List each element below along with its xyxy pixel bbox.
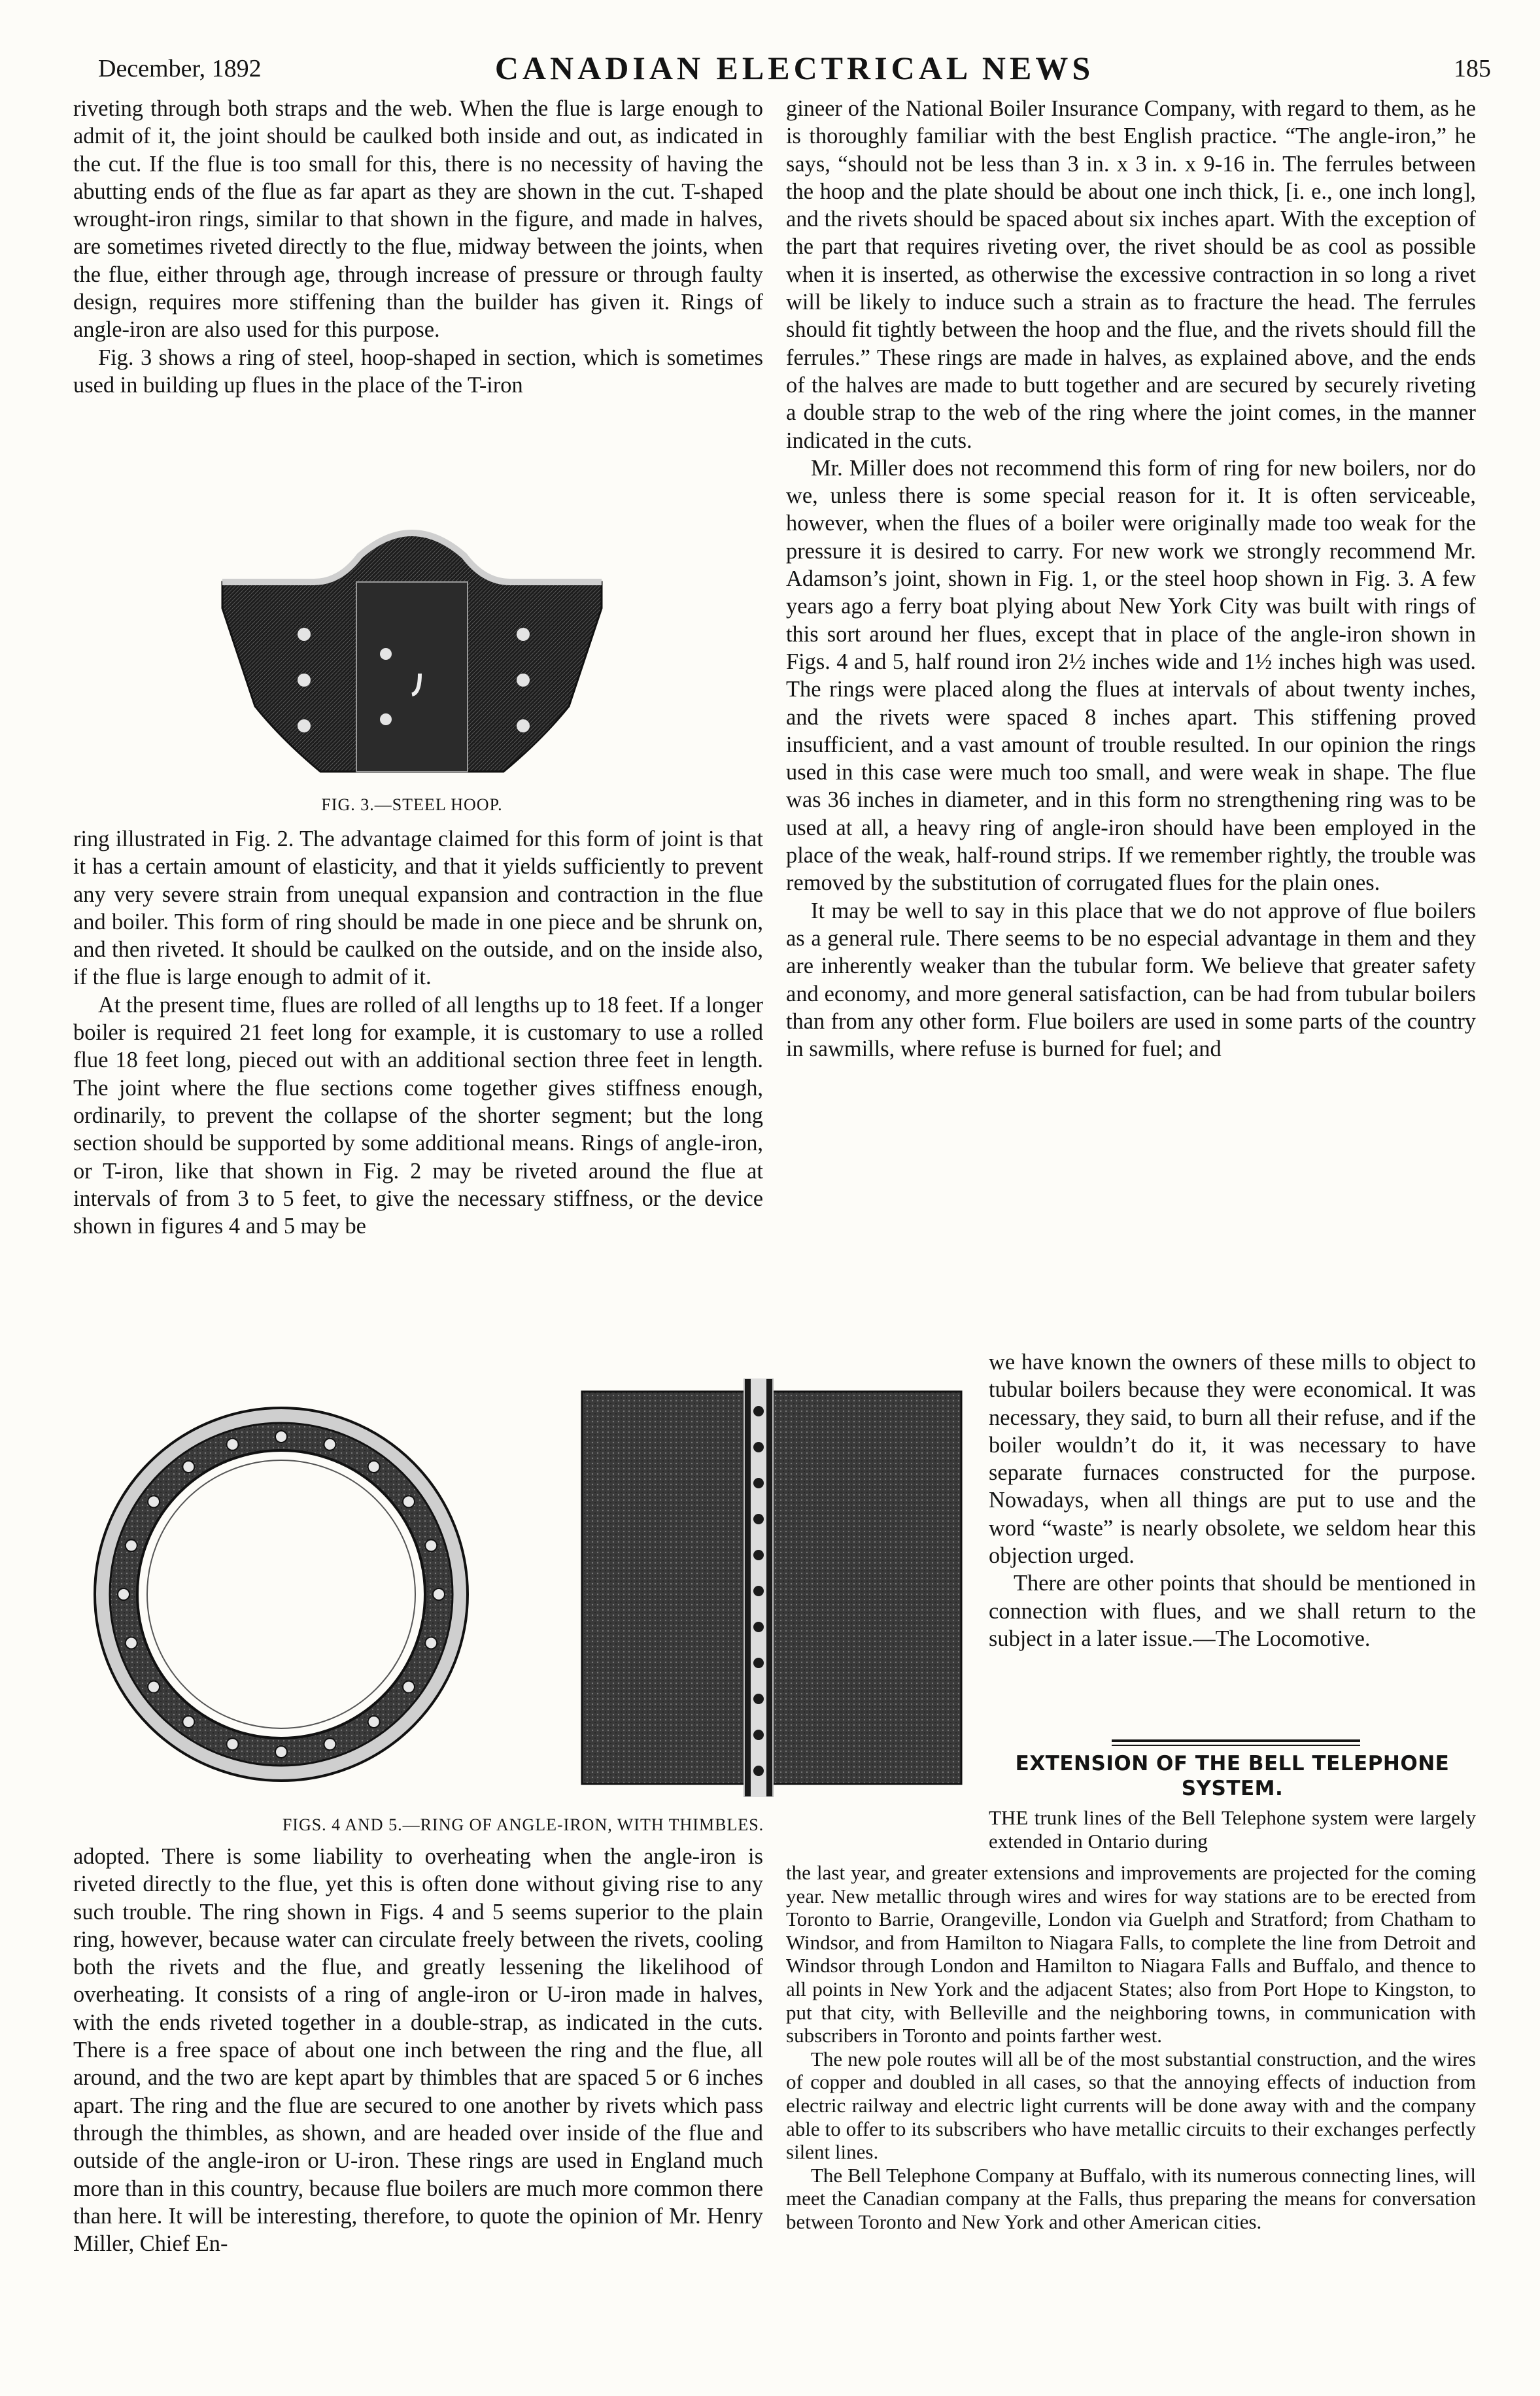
article-headline: EXTENSION OF THE BELL TELEPHONE SYSTEM.	[1015, 1752, 1450, 1800]
page-header	[98, 49, 1491, 88]
rivet	[433, 1588, 445, 1600]
rivet	[148, 1496, 160, 1507]
steel-hoop-figure	[216, 523, 608, 785]
rivet	[753, 1658, 764, 1668]
left-column-top	[73, 95, 763, 399]
rivet	[324, 1738, 335, 1750]
rivet	[753, 1550, 764, 1560]
section-divider	[1112, 1745, 1360, 1746]
paragraph: riveting through both straps and the web. When the flue is large enough to admit of it, the joint should be caulked both inside and out, as indicated in the cut. If the flue is too small for this, there is no necessity of having the abutting ends of the flue as far apart as they are shown in the cut. T-shaped wrought-iron rings, similar to that shown in the figure, and made in halves, are sometimes riveted directly to the flue, midway between the joints, when the flue, either through age, through increase of pressure or through faulty design, requires more stiffening than the builder has given it. Rings of angle-iron are also used for this purpose.	[73, 96, 763, 343]
rivet	[126, 1540, 137, 1552]
rivet	[753, 1622, 764, 1632]
rivet	[753, 1730, 764, 1740]
fig45-caption: FIGS. 4 AND 5.—RING OF ANGLE-IRON, WITH THIMBLES.	[282, 1815, 764, 1834]
rivet	[118, 1588, 129, 1600]
left-column-bottom	[73, 1843, 763, 2257]
rivet	[425, 1637, 437, 1649]
paragraph: There are other points that should be mentioned in connection with flues, and we shall return to the subject in a later issue.—The Locomotive.	[989, 1571, 1476, 1651]
rivet	[753, 1694, 764, 1704]
right-column-top	[786, 95, 1476, 1063]
rivet	[324, 1439, 335, 1450]
rivet	[368, 1461, 380, 1473]
angle-iron-ring-figure	[78, 1378, 968, 1797]
page-number: 185	[1454, 55, 1491, 82]
rivet	[275, 1746, 287, 1758]
rivet	[753, 1442, 764, 1452]
masthead-title: CANADIAN ELECTRICAL NEWS	[494, 50, 1095, 86]
rivet	[753, 1478, 764, 1488]
section-divider	[1112, 1739, 1360, 1742]
fig3-caption: FIG. 3.—STEEL HOOP.	[321, 795, 503, 814]
rivet	[275, 1431, 287, 1443]
rivet	[753, 1406, 764, 1416]
right-column-narrow	[989, 1348, 1476, 1652]
paragraph: Fig. 3 shows a ring of steel, hoop-shaped in section, which is sometimes used in building up flues in the place of the T-iron	[73, 345, 763, 398]
paragraph: At the present time, flues are rolled of all lengths up to 18 feet. If a longer boiler is required 21 feet long for example, it is customary to use a rolled flue 18 feet long, pieced out with an additional section three feet in length. The joint where the flue sections come together gives stiffness enough, ordinarily, to prevent the collapse of the shorter segment; but the long section should be supported by some additional means. Rings of angle-iron, or T-iron, like that shown in Fig. 2 may be riveted around the flue at intervals of from 3 to 5 feet, to give the necessary stiffness, or the device shown in figures 4 and 5 may be	[73, 992, 763, 1239]
paragraph: the last year, and greater extensions and improvements are projected for the coming year. New metallic through wires and wires for way stations are to be erected from Toronto to Barrie, Orangeville, London via Guelph and Stratford; from Chatham to Windsor, and from Hamilton to Niagara Falls, to complete the line from Detroit and Windsor through London and Hamilton to Niagara Falls and Buffalo, and thence to all points in New York and the adjacent States; also from Port Hope to Kingston, to put that city, with Belleville and the neighboring towns, in communication with subscribers in Toronto and points farther west.	[786, 1861, 1476, 2047]
rivet	[403, 1681, 415, 1693]
left-column-middle	[73, 825, 763, 1240]
telephone-article-intro	[989, 1806, 1476, 1853]
rivet	[403, 1496, 415, 1507]
rivet	[148, 1681, 160, 1693]
rivet	[368, 1716, 380, 1728]
rivet	[425, 1540, 437, 1552]
rivet	[126, 1637, 137, 1649]
paragraph: we have known the owners of these mills to object to tubular boilers because they were economical. It was necessary, they said, to burn all their refuse, and if the boiler wouldn’t do it, it was necessary to have separate furnaces constructed for the purpose. Nowadays, when all things are put to use and the word “waste” is nearly obsolete, we seldom hear this objection urged.	[989, 1350, 1476, 1569]
paragraph: It may be well to say in this place that we do not approve of flue boilers as a general rule. There seems to be no especial advantage in them and they are inherently weaker than the tubular form. We believe that greater safety and economy, and more general satisfaction, can be had from tubular boilers than from any other form. Flue boilers are used in some parts of the country in sawmills, where refuse is burned for fuel; and	[786, 898, 1476, 1062]
paragraph: The Bell Telephone Company at Buffalo, with its numerous connecting lines, will meet the Canadian company at the Falls, thus preparing the means for conversation between Toronto and New York and other American cities.	[786, 2163, 1476, 2233]
rivet	[753, 1766, 764, 1776]
rivet	[182, 1716, 194, 1728]
rivet	[227, 1439, 239, 1450]
paragraph: ring illustrated in Fig. 2. The advantage claimed for this form of joint is that it has a certain amount of elasticity, and that it yields sufficiently to prevent any very severe strain from unequal expansion and contraction in the flue and boiler. This form of ring should be made in one piece and be shrunk on, and then riveted. It should be caulked on the outside, and on the inside also, if the flue is large enough to admit of it.	[73, 827, 763, 990]
issue-date: December, 1892	[98, 55, 262, 82]
paragraph: Mr. Miller does not recommend this form of ring for new boilers, nor do we, unless there is some special reason for it. It is often serviceable, however, when the flues of a boiler were originally made too weak for the pressure it is desired to carry. For new work we strongly recommend Mr. Adamson’s joint, shown in Fig. 1, or the steel hoop shown in Fig. 3. A few years ago a ferry boat plying about New York City was built with rings of this sort around her flues, except that in place of the angle-iron shown in Figs. 4 and 5, half round iron 2½ inches wide and 1½ inches high was used. The rings were placed along the flues at intervals of about twenty inches, and the rivets were spaced 8 inches apart. This stiffening proved insufficient, and a vast amount of trouble resulted. In our opinion the rings used in this case were much too small, and were weak in shape. The flue was 36 inches in diameter, and in this form no strengthening ring was to be used at all, a heavy ring of angle-iron should have been employed in the place of the weak, half-round strips. If we remember rightly, the trouble was removed by the substitution of corrugated flues for the plain ones.	[786, 455, 1476, 896]
paragraph: The new pole routes will all be of the most substantial construction, and the wires of copper and doubled in all cases, so that the annoying effects of induction from electric railway and electric light currents will be done away with and the company able to offer to its subscribers who have metallic circuits to their exchanges perfectly silent lines.	[786, 2047, 1476, 2164]
rivet	[753, 1586, 764, 1596]
right-column-bottom	[786, 1861, 1476, 2234]
rivet	[182, 1461, 194, 1473]
paragraph: adopted. There is some liability to overheating when the angle-iron is riveted directly to the flue, yet this is often done without giving rise to any such trouble. The ring shown in Figs. 4 and 5 seems superior to the plain ring, however, because water can circulate freely between the rivets, cooling both the rivets and the flue, and greatly lessening the likelihood of overheating. It consists of a ring of angle-iron or U-iron made in halves, with the ends riveted together in a double-strap, as indicated in the cuts. There is a free space of about one inch between the ring and the flue, all around, and the two are kept apart by thimbles that are spaced 5 or 6 inches apart. The ring and the flue are secured to one another by rivets which pass through the thimbles, as shown, and are headed over inside of the flue and outside of the angle-iron or U-iron. These rings are used in England much more than in this country, because flue boilers are much more common there than here. It will be interesting, therefore, to quote the opinion of Mr. Henry Miller, Chief En-	[73, 1844, 763, 2257]
paragraph: THE trunk lines of the Bell Telephone system were largely extended in Ontario during	[989, 1806, 1476, 1853]
paragraph: gineer of the National Boiler Insurance Company, with regard to them, as he is thoroughly familiar with the best English practice. “The angle-iron,” he says, “should not be less than 3 in. x 3 in. x 9-16 in. The ferrules between the hoop and the plate should be about one inch thick, [i. e., one inch long], and the rivets should be spaced about six inches apart. With the exception of the part that requires riveting over, the rivet should be as cool as possible when it is inserted, as otherwise the excessive contraction in so long a rivet will be likely to induce such a strain as to fracture the head. The ferrules should fit tightly between the hoop and the flue, and the rivets should fill the ferrules.” These rings are made in halves, as explained above, and the ends of the halves are made to butt together and are secured by securely riveting a double strap to the web of the ring where the joint comes, in the manner indicated in the cuts.	[786, 96, 1476, 453]
rivet	[753, 1514, 764, 1524]
rivet	[227, 1738, 239, 1750]
